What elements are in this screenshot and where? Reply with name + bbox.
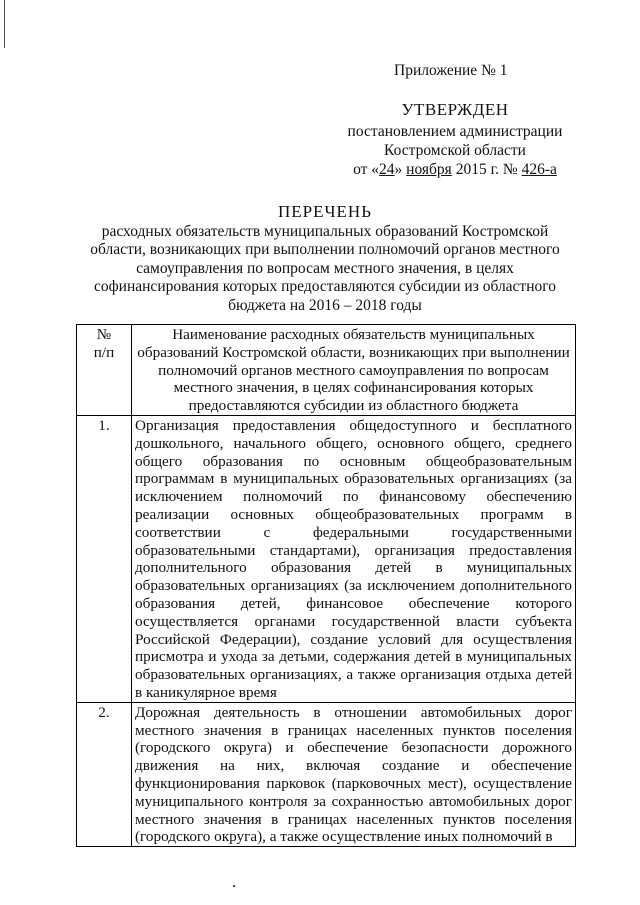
approval-line-1: постановлением администрации xyxy=(347,123,563,140)
date-day: 24 xyxy=(379,161,395,178)
header-number xyxy=(77,325,132,416)
table-header-row xyxy=(77,325,576,416)
date-mid: » xyxy=(394,161,407,178)
scan-dot-mark xyxy=(233,885,235,887)
table-row xyxy=(77,415,576,702)
row-text: Дорожная деятельность в отношении автомобильных дорог местного значения в границах населенных пунктов поселения (городского округа) и обеспечение безопасности дорожного движения на них, включая создание и обеспечение функционирования парковок (парковочных мест), осуществление муниципального контроля за сохранностью автомобильных дорог местного значения в границах населенных пунктов поселения (городского округа), а также осуществление иных полномочий в xyxy=(132,702,576,846)
date-year: 2015 г. № xyxy=(451,161,522,178)
title-body: расходных обязательств муниципальных образований Костромской области, возникающих при выполнении полномочий органов местного самоуправления по вопросам местного значения, в целях софинансирования которых предоставляются субсидии из областного бюджета на 2016 – 2018 годы xyxy=(90,222,560,314)
scan-edge-mark xyxy=(4,0,5,48)
header-number-line-2: п/п xyxy=(93,343,115,361)
approval-heading: УТВЕРЖДЕН xyxy=(401,100,509,119)
approval-block xyxy=(330,100,580,179)
title-heading: ПЕРЕЧЕНЬ xyxy=(278,202,372,221)
date-month: ноября xyxy=(406,161,452,178)
resolution-number: 426-а xyxy=(521,161,557,178)
document-title xyxy=(80,203,570,315)
row-text: Организация предоставления общедоступного и бесплатного дошкольного, начального общего, основного общего, среднего общего образования по основным общеобразовательным программам в муниципальных образовательных организациях (за исключением полномочий по финансовому обеспечению реализации основных общеобразовательных программ в соответствии с федеральными государственными образовательными стандартами), организация предоставления дополнительного образования детей в муниципальных образовательных организациях (за исключением дополнительного образования детей, финансовое обеспечение которого осуществляется органами государственной власти субъекта Российской Федерации), создание условий для осуществления присмотра и ухода за детьми, содержания детей в муниципальных образовательных организациях, а также организация отдыха детей в каникулярное время xyxy=(132,415,576,702)
approval-date-line xyxy=(330,160,580,179)
date-prefix: от « xyxy=(353,161,380,178)
header-name: Наименование расходных обязательств муниципальных образований Костромской области, возникающих при выполнении полномочий органов местного самоуправления по вопросам местного значения, в целях софинансирования которых предоставляются субсидии из областного бюджета xyxy=(132,325,576,416)
obligations-table xyxy=(76,324,576,847)
header-number-line-1: № xyxy=(96,326,112,343)
row-number: 2. xyxy=(77,702,132,846)
table-row xyxy=(77,702,576,846)
approval-line-2: Костромской области xyxy=(384,142,526,159)
appendix-label: Приложение № 1 xyxy=(394,62,508,79)
row-number: 1. xyxy=(77,415,132,702)
